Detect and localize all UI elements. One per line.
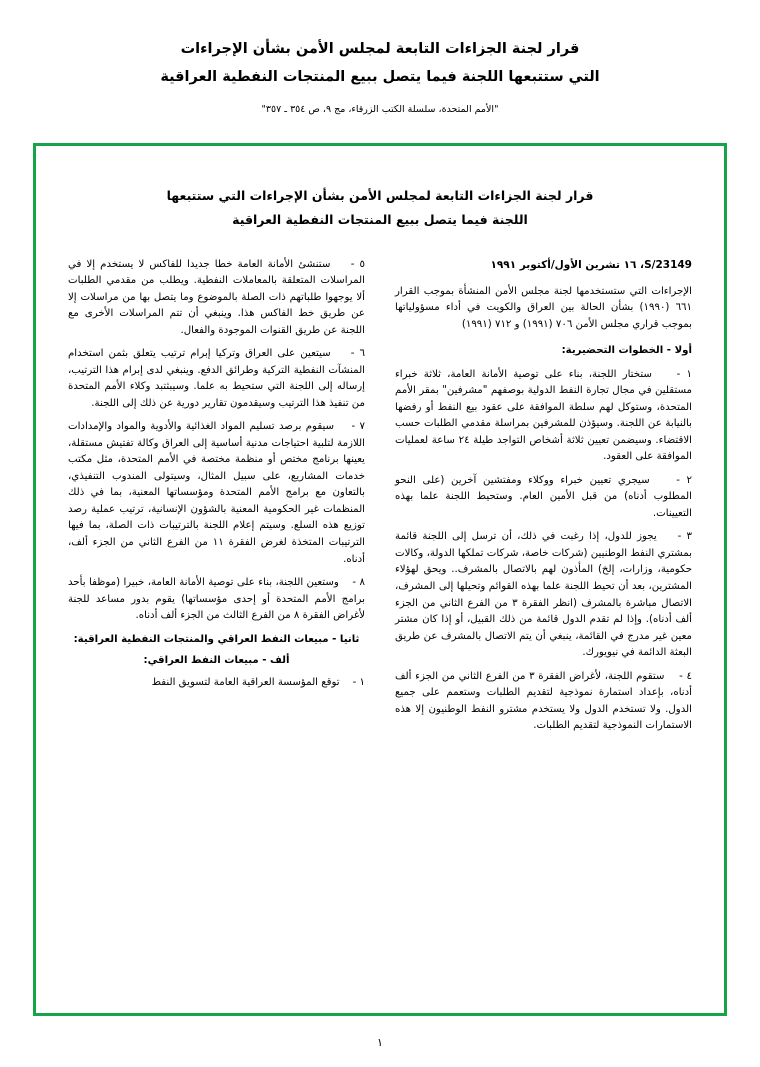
content-frame [33,143,727,1016]
paragraph-item: ٧ - سيقوم برصد تسليم المواد الغذائية والأدوية والمواد والإمدادات اللازمة لتلبية احتياجات مدنية أساسية إلى العراق وكالة تفتيش مستقلة، يعينها برنامج مختص أو منظمة مختصة في الأمم المتحدة، مثل مكتب خدمات المشاريع، على سبيل المثال، وسيتولى المندوب التنفيذي، بالتعاون مع برامج الأمم المتحدة ومؤسساتها المعنية، بما في ذلك المنظمات غير الحكومية المعنية بالشؤون الإنسانية، ترتيب عملية رصد توزيع هذه السلع. وسيتم إعلام اللجنة بالترتيبات ذات الصلة، بما فيها الترتيبات المتخذة لغرض الفقرة ١١ من الفرع الثاني من الجزء ألف، أدناه. [68,421,366,565]
paragraph-item: ١ - ستختار اللجنة، بناء على توصية الأمانة العامة، ثلاثة خبراء مستقلين في مجال تجارة النفط الدولية بوصفهم "مشرفين" بمقر الأمم المتحدة، وستوكل لهم سلطة الموافقة على عقود بيع النفط أو رفضها بالنيابة عن اللجنة. وسيؤذن للمشرفين بمراسلة مقدمي الطلبات حسب الاقتضاء. وسيضمن تعيين ثلاثة أشخاص التواجد طيلة ٢٤ ساعة لعمليات الموافقة على العقود. [395,368,692,463]
paragraph-item: ٣ - يجوز للدول، إذا رغبت في ذلك، أن ترسل إلى اللجنة قائمة بمشتري النفط الوطنيين (شركات خاصة، شركات تملكها الدولة، وكالات حكومية، وزارات، إلخ) المأذون لهم بالاتصال بالمشرف.. ويحق لهؤلاء المشترين، بعد أن تحيط اللجنة علما بهذه القوائم وتحيلها إلى المشرف، الاتصال مباشرة بالمشرف (انظر الفقرة ٣ من الفرع الثاني من الجزء ألف أدناه). وإذا لم تقدم الدول قائمة من ذلك القبيل، أو إذا كان مشتر معين غير مدرج في القائمة، ينبغي أن يتم الاتصال بالمشرف عن طريق البعثة الدائمة في نيويورك. [395,531,692,659]
header-title-line-2: التي ستتبعها اللجنة فيما يتصل ببيع المنتجات النفطية العراقية [160,68,600,85]
inner-title-line-2: اللجنة فيما يتصل ببيع المنتجات النفطية العراقية [232,212,528,228]
header-title-line-1: قرار لجنة الجزاءات التابعة لمجلس الأمن بشأن الإجراءات [180,41,580,57]
paragraph-item: ٨ - وستعين اللجنة، بناء على توصية الأمانة العامة، خبيرا (موظفا بأحد برامج الأمم المتحدة أو إحدى مؤسساتها) يقوم بدور مساعد للجنة لأغراض الفقرة ٨ من الفرع الثالث من الجزء ألف أدناه. [68,577,365,622]
paragraph-item: ٥ - ستنشئ الأمانة العامة خطا جديدا للفاكس لا يستخدم إلا في المراسلات المتعلقة بالمعاملات النفطية. ويطلب من مقدمي الطلبات ألا يوجهوا طلباتهم ذات الصلة بالموضوع وما يتصل بها من مراسلات إلا عن طريق خط الفاكس هذا. وينبغي أن تتم المراسلات الأخرى مع اللجنة عن طريق القنوات الموجودة والفعال. [68,258,365,336]
header-source-citation: "الأمم المتحدة، سلسلة الكتب الزرقاء، مج ٩، ص ٣٥٤ ـ ٣٥٧" [261,104,499,116]
two-column-body [68,257,692,742]
inner-title [112,184,649,233]
subsection-heading-alef: ألف - مبيعات النفط العراقي: [143,655,290,667]
paragraph-item: ٦ - سيتعين على العراق وتركيا إبرام ترتيب يتعلق بثمن استخدام المنشآت النفطية التركية وطرائق الدفع. وينبغي لدى إبرام هذا الترتيب، إرساله إلى اللجنة التي ستحيط به علما. وسيبثتبد وكلاء الأمم المتحدة من تنفيذ هذا الترتيب وسيقدمون تقارير دورية عن ذلك إلى اللجنة. [68,348,365,409]
page-number: ١ [377,1036,383,1049]
paragraph-item: ٢ - سيجري تعيين خبراء ووكلاء ومفتشين آخرين (على النحو المطلوب أدناه) من قبل الأمين العام. وستحيط اللجنة علما بهذه التعيينات. [395,474,692,519]
paragraph-item: ١ - توقع المؤسسة العراقية العامة لتسويق النفط [151,676,365,688]
intro-paragraph: الإجراءات التي ستستخدمها لجنة مجلس الأمن المنشأة بموجب القرار ٦٦١ (١٩٩٠) بشأن الحالة بين العراق والكويت في أداء مسؤولياتها بموجب قراري مجلس الأمن ٧٠٦ (١٩٩١) و ٧١٢ (١٩٩١) [395,285,692,330]
inner-title-line-1: قرار لجنة الجزاءات التابعة لمجلس الأمن بشأن الإجراءات التي ستتبعها [166,188,594,203]
document-header [0,0,760,117]
document-reference: S/23149، ١٦ تشرين الأول/أكتوبر ١٩٩١ [490,258,692,271]
paragraph-item: ٤ - ستقوم اللجنة، لأغراض الفقرة ٣ من الفرع الثاني من الجزء ألف أدناه، بإعداد استمارة نموذجية لتقديم الطلبات وستعمم على جميع الدول. ولا تستخدم الدول ولا يستخدم مشترو النفط الوطنيون إلا هذه الاستمارات النموذجية لتقديم الطلبات. [395,670,693,732]
right-column [395,257,692,742]
section-heading-second: ثانيا - مبيعات النفط العراقي والمنتجات النفطية العراقية: [73,633,360,645]
left-column [68,257,365,698]
section-heading-first: أولا - الخطوات التحضيرية: [561,345,692,357]
